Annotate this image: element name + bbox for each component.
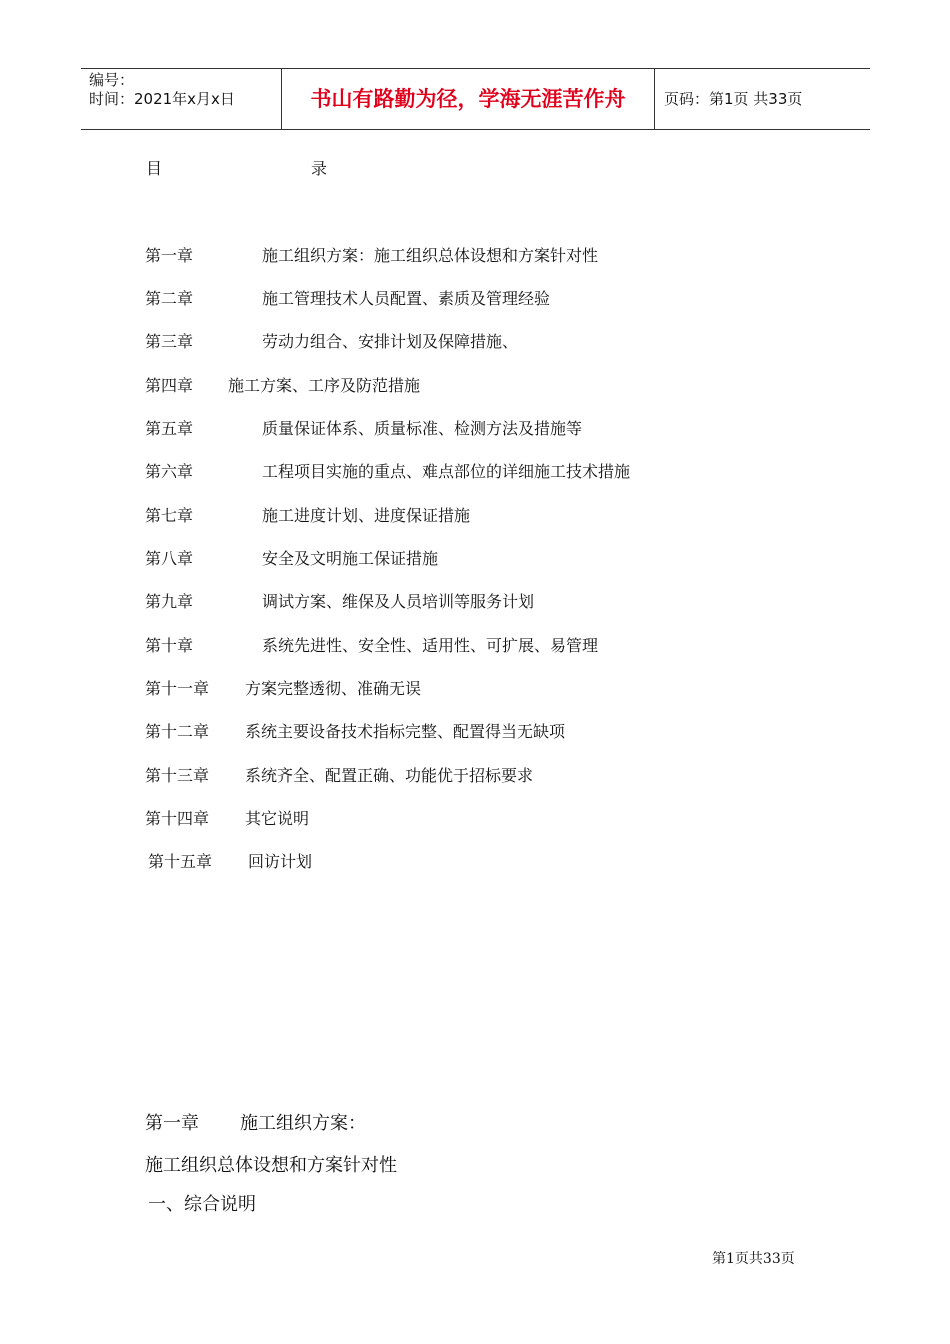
toc-chapter-title: 质量保证体系、质量标准、检测方法及措施等 [262,419,583,438]
toc-chapter-title: 劳动力组合、安排计划及保障措施、 [262,332,519,351]
toc-chapter-title: 系统主要设备技术指标完整、配置得当无缺项 [245,722,566,741]
toc-chapter-title: 施工方案、工序及防范措施 [228,376,421,395]
page-header [81,68,870,130]
toc-chapter-title: 回访计划 [248,852,313,871]
chapter-heading-label: 第一章 [145,1113,199,1134]
toc-chapter-number: 第五章 [145,419,194,438]
header-page-number: 页码：第1页 共33页 [664,90,803,108]
header-divider [654,69,655,129]
header-motto: 书山有路勤为径，学海无涯苦作舟 [310,87,626,111]
toc-chapter-number: 第十二章 [145,722,210,741]
toc-chapter-title: 调试方案、维保及人员培训等服务计划 [262,592,535,611]
chapter-subtitle: 施工组织总体设想和方案针对性 [145,1155,397,1176]
toc-chapter-title: 施工进度计划、进度保证措施 [262,506,471,525]
toc-chapter-title: 安全及文明施工保证措施 [262,549,439,568]
document-time-label: 时间：2021年x月x日 [89,90,235,108]
toc-chapter-number: 第八章 [145,549,194,568]
toc-chapter-title: 施工组织方案：施工组织总体设想和方案针对性 [262,246,599,265]
toc-chapter-number: 第三章 [145,332,194,351]
section-heading: 一、综合说明 [148,1194,256,1215]
document-code-label: 编号： [89,71,135,89]
toc-chapter-title: 施工管理技术人员配置、素质及管理经验 [262,289,551,308]
toc-chapter-title: 系统先进性、安全性、适用性、可扩展、易管理 [262,636,599,655]
toc-chapter-number: 第九章 [145,592,194,611]
toc-chapter-title: 方案完整透彻、准确无误 [245,679,422,698]
toc-title-right: 录 [311,159,328,178]
toc-chapter-number: 第十四章 [145,809,210,828]
toc-chapter-number: 第七章 [145,506,194,525]
toc-chapter-number: 第六章 [145,462,194,481]
toc-chapter-number: 第十一章 [145,679,210,698]
toc-chapter-number: 第十章 [145,636,194,655]
toc-chapter-title: 其它说明 [245,809,310,828]
toc-chapter-number: 第十三章 [145,766,210,785]
toc-chapter-number: 第十五章 [148,852,213,871]
header-meta [89,71,279,109]
toc-chapter-number: 第二章 [145,289,194,308]
toc-chapter-number: 第四章 [145,376,194,395]
toc-chapter-title: 系统齐全、配置正确、功能优于招标要求 [245,766,534,785]
footer-page-number: 第1页共33页 [712,1251,795,1267]
toc-chapter-title: 工程项目实施的重点、难点部位的详细施工技术措施 [262,462,631,481]
chapter-heading-title: 施工组织方案： [240,1113,366,1134]
toc-title-left: 目 [146,159,163,178]
toc-chapter-number: 第一章 [145,246,194,265]
